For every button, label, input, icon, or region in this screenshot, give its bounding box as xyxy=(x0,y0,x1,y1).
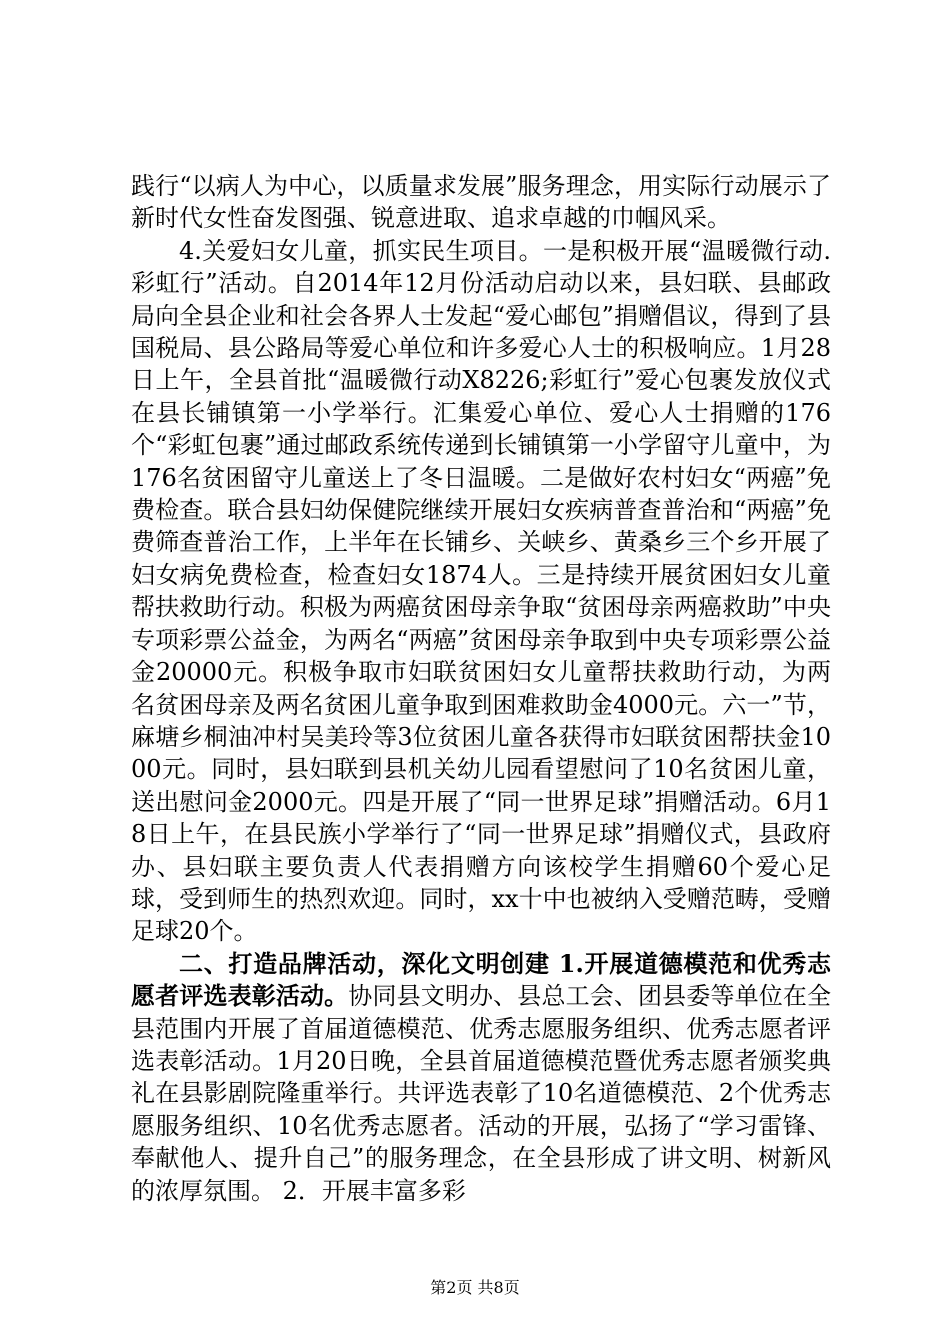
section-body: 协同县文明办、县总工会、团县委等单位在全县范围内开展了首届道德模范、优秀志愿服务组织、优秀志愿者评选表彰活动。1月20日晚，全县首届道德模范暨优秀志愿者颁奖典礼在县影剧院隆重举行。共评选表彰了10名道德模范、2个优秀志愿服务组织、10名优秀志愿者。活动的开展，弘扬了“学习雷锋、奉献他人、提升自己”的服务理念，在全县形成了讲文明、树新风的浓厚氛围。 2．开展丰富多彩 xyxy=(131,982,832,1205)
paragraph-1: 践行“以病人为中心，以质量求发展”服务理念，用实际行动展示了新时代女性奋发图强、锐意进取、追求卓越的巾帼风采。 xyxy=(131,172,831,233)
section-heading: 二、打造品牌活动，深化文明创建 1.开展道德模范和优秀志愿者评选表彰活动。 xyxy=(131,948,831,1011)
page-footer: 第2页 共8页 xyxy=(430,1278,520,1297)
paragraph-3 xyxy=(131,948,831,1207)
paragraph-2: 4.关爱妇女儿童，抓实民生项目。一是积极开展“温暖微行动.彩虹行”活动。自2014年12月份活动启动以来，县妇联、县邮政局向全县企业和社会各界人士发起“爱心邮包”捐赠倡议，得到了县国税局、县公路局等爱心单位和许多爱心人士的积极响应。1月28日上午，全县首批“温暖微行动X8226;彩虹行”爱心包裹发放仪式在县长铺镇第一小学举行。汇集爱心单位、爱心人士捐赠的176个“彩虹包裹”通过邮政系统传递到长铺镇第一小学留守儿童中，为176名贫困留守儿童送上了冬日温暖。二是做好农村妇女“两癌”免费检查。联合县妇幼保健院继续开展妇女疾病普查普治和“两癌”免费筛查普治工作，上半年在长铺乡、关峡乡、黄桑乡三个乡开展了妇女病免费检查，检查妇女1874人。三是持续开展贫困妇女儿童帮扶救助行动。积极为两癌贫困母亲争取“贫困母亲两癌救助”中央专项彩票公益金，为两名“两癌”贫困母亲争取到中央专项彩票公益金20000元。积极争取市妇联贫困妇女儿童帮扶救助行动，为两名贫困母亲及两名贫困儿童争取到困难救助金4000元。六一”节，麻塘乡桐油冲村吴美玲等3位贫困儿童各获得市妇联贫困帮扶金1000元。同时，县妇联到县机关幼儿园看望慰问了10名贫困儿童，送出慰问金2000元。四是开展了“同一世界足球”捐赠活动。6月18日上午，在县民族小学举行了“同一世界足球”捐赠仪式，县政府办、县妇联主要负责人代表捐赠方向该校学生捐赠60个爱心足球，受到师生的热烈欢迎。同时，xx十中也被纳入受赠范畴，受赠足球20个。 xyxy=(131,236,831,946)
body-text xyxy=(131,170,831,1207)
